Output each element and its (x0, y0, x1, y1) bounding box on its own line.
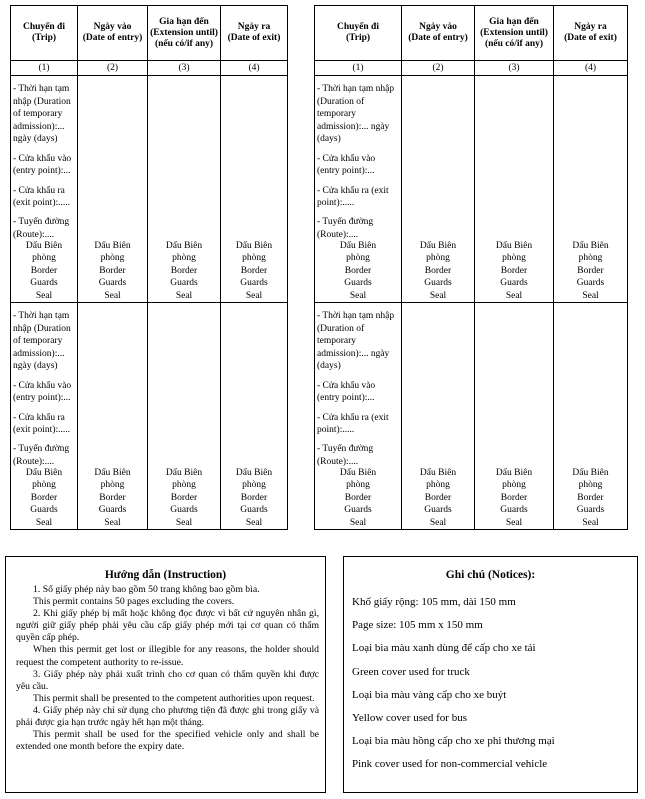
border-seal: Dấu Biên phòng Border Guards Seal (495, 467, 533, 528)
table-row (315, 76, 628, 303)
header-extension: Gia hạn đến (Extension until) (nếu có/if any) (475, 6, 554, 61)
border-seal: Dấu Biên phòng Border Guards Seal (419, 240, 457, 301)
instruction-paragraph: 2. Khi giấy phép bị mất hoặc không đọc được vì bất cứ nguyên nhân gì, người giữ giấy phép phải yêu cầu cấp giấy phép mới tại cơ quan có thẩm quyền cấp phép. (16, 608, 319, 644)
instruction-paragraph: This permit contains 50 pages excluding the covers. (33, 596, 235, 608)
trip-cell (11, 303, 78, 530)
header-entry: Ngày vào (Date of entry) (402, 6, 475, 61)
instruction-body (16, 584, 319, 753)
border-seal: Dấu Biên phòng Border Guards Seal (25, 240, 63, 301)
duration-field: - Thời hạn tạm nhập (Duration of temporary admission):... ngày (days) (13, 84, 74, 145)
entry-point-field: - Cửa khẩu vào (entry point):... (13, 380, 74, 404)
col-number: (1) (11, 61, 78, 76)
instruction-paragraph: 1. Sổ giấy phép này bao gồm 50 trang không bao gồm bìa. (33, 584, 260, 595)
notice-item: Loại bìa màu hồng cấp cho xe phi thương mại (352, 735, 555, 748)
col-number: (3) (148, 61, 221, 76)
notice-item: Khổ giấy rộng: 105 mm, dài 150 mm (352, 596, 516, 608)
table-row (11, 303, 288, 530)
route-field: - Tuyến đường (Route):.... (13, 444, 72, 467)
border-seal: Dấu Biên phòng Border Guards Seal (235, 240, 273, 301)
instruction-paragraph: 4. Giấy phép này chỉ sử dụng cho phương tiện đã được ghi trong giấy và phải được gia hạn trước ngày hết hạn một tháng. (16, 704, 319, 729)
exit-point-field: - Cửa khẩu ra (exit point):..... (317, 185, 391, 209)
instruction-title: Hướng dẫn (Instruction) (104, 569, 227, 581)
instruction-paragraph: This permit shall be used for the specified vehicle only and shall be extended one month before the expiry date. (16, 729, 319, 753)
col-number: (4) (221, 61, 288, 76)
notice-item: Pink cover used for non-commercial vehicle (352, 758, 548, 771)
border-seal: Dấu Biên phòng Border Guards Seal (25, 467, 63, 528)
route-field: - Tuyến đường (Route):.... (13, 217, 72, 240)
col-number: (3) (475, 61, 554, 76)
border-seal: Dấu Biên phòng Border Guards Seal (572, 240, 609, 301)
exit-point-field: - Cửa khẩu ra (exit point):..... (13, 412, 70, 436)
col-number: (1) (315, 61, 402, 76)
border-seal: Dấu Biên phòng Border Guards Seal (235, 467, 273, 528)
duration-field: - Thời hạn tạm nhập (Duration of temporary admission):... ngày (days) (13, 311, 74, 372)
route-field: - Tuyến đường (Route):.... (317, 217, 376, 240)
exit-point-field: - Cửa khẩu ra (exit point):..... (317, 412, 391, 436)
instruction-paragraph: This permit shall be presented to the competent authorities upon request. (33, 692, 315, 704)
notice-item: Loại bìa màu xanh dùng để cấp cho xe tải (352, 642, 536, 655)
notice-item: Green cover used for truck (352, 665, 470, 678)
permit-table-right (314, 5, 628, 530)
table-row (11, 76, 288, 303)
route-field: - Tuyến đường (Route):.... (317, 444, 376, 467)
trip-cell (11, 76, 78, 303)
border-seal: Dấu Biên phòng Border Guards Seal (419, 467, 457, 528)
border-seal: Dấu Biên phòng Border Guards Seal (165, 467, 203, 528)
header-exit: Ngày ra (Date of exit) (554, 6, 628, 61)
notice-item: Yellow cover used for bus (352, 712, 467, 725)
permit-table-left (10, 5, 288, 530)
col-number: (4) (554, 61, 628, 76)
border-seal: Dấu Biên phòng Border Guards Seal (94, 467, 131, 528)
trip-cell (315, 303, 402, 530)
duration-field: - Thời hạn tạm nhập (Duration of temporary admission):... ngày (days) (317, 84, 397, 145)
header-exit: Ngày ra (Date of exit) (221, 6, 288, 61)
header-extension: Gia hạn đến (Extension until) (nếu có/if any) (148, 6, 221, 61)
notices-title: Ghi chú (Notices): (445, 569, 536, 581)
border-seal: Dấu Biên phòng Border Guards Seal (572, 467, 609, 528)
border-seal: Dấu Biên phòng Border Guards Seal (165, 240, 203, 301)
instruction-paragraph: 3. Giấy phép này phải xuất trình cho cơ quan có thẩm quyền khi được yêu cầu. (16, 668, 319, 692)
border-seal: Dấu Biên phòng Border Guards Seal (339, 240, 377, 301)
header-entry: Ngày vào (Date of entry) (78, 6, 148, 61)
notice-item: Page size: 105 mm x 150 mm (352, 619, 483, 632)
exit-point-field: - Cửa khẩu ra (exit point):..... (13, 185, 70, 209)
duration-field: - Thời hạn tạm nhập (Duration of temporary admission):... ngày (days) (317, 311, 397, 372)
entry-point-field: - Cửa khẩu vào (entry point):... (317, 380, 378, 404)
instruction-paragraph: When this permit get lost or illegible for any reasons, the holder should request the competent authority to re-issue. (16, 644, 319, 668)
col-number: (2) (78, 61, 148, 76)
entry-point-field: - Cửa khẩu vào (entry point):... (317, 153, 378, 177)
border-seal: Dấu Biên phòng Border Guards Seal (94, 240, 131, 301)
trip-cell (315, 76, 402, 303)
notices-box (343, 556, 638, 793)
notice-item: Loại bìa màu vàng cấp cho xe buýt (352, 688, 507, 701)
header-trip: Chuyến đi (Trip) (11, 6, 78, 61)
notices-list (352, 591, 555, 777)
col-number: (2) (402, 61, 475, 76)
instruction-box (5, 556, 326, 793)
table-row (315, 303, 628, 530)
entry-point-field: - Cửa khẩu vào (entry point):... (13, 153, 74, 177)
header-trip: Chuyến đi (Trip) (315, 6, 402, 61)
border-seal: Dấu Biên phòng Border Guards Seal (339, 467, 377, 528)
border-seal: Dấu Biên phòng Border Guards Seal (495, 240, 533, 301)
